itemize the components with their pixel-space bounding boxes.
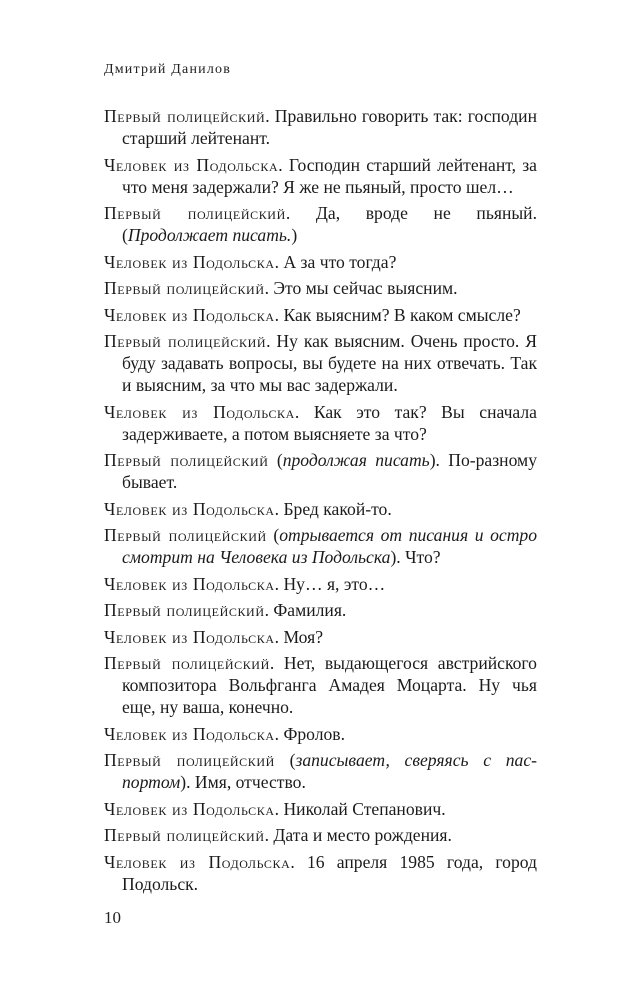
dialogue-line — [104, 626, 537, 648]
speech-text: ). Имя, отчество. — [180, 772, 306, 792]
speech-text: . Господин старший лейтенант, за что меня задержали? Я же не пьяный, просто шел… — [122, 154, 537, 197]
dialogue-line — [104, 652, 537, 718]
speaker-name: Человек из Подольска — [104, 251, 275, 272]
dialogue-line — [104, 277, 537, 299]
speech-text: . Моя? — [274, 626, 324, 647]
speaker-name: Человек из Подольска — [104, 723, 275, 744]
speech-text: ) — [291, 225, 298, 245]
speaker-name: Первый полицейский — [104, 525, 267, 545]
dialogue-text — [104, 105, 537, 899]
dialogue-line — [104, 599, 537, 621]
dialogue-line — [104, 498, 537, 520]
speaker-name: Человек из Подольска — [104, 401, 295, 422]
stage-direction: продолжая писать — [282, 450, 430, 470]
dialogue-line — [104, 304, 537, 326]
speech-text: . Правильно говорить так: господин старший лейтенант. — [122, 106, 538, 148]
speaker-name: Первый полицейский — [104, 450, 269, 470]
dialogue-line — [104, 573, 537, 595]
dialogue-line — [104, 330, 537, 396]
running-head: Дмитрий Данилов — [104, 62, 232, 77]
stage-direction: отрывается от писания и остро смотрит на Человека из Подольска — [122, 525, 538, 567]
speech-text: ( — [266, 525, 280, 545]
speech-text: . Фролов. — [274, 723, 345, 744]
speaker-name: Человек из Подольска — [104, 851, 291, 872]
dialogue-line — [104, 798, 537, 820]
speech-text: . Ну… я, это… — [274, 573, 386, 594]
stage-direction: записывает, сверяясь с паспортом — [122, 750, 538, 792]
speaker-name: Человек из Подольска — [104, 154, 279, 175]
dialogue-line — [104, 251, 537, 273]
speech-text: . Бред какой-то. — [274, 498, 392, 519]
dialogue-line — [104, 723, 537, 745]
speaker-name: Первый полицейский — [104, 331, 267, 351]
speech-text: . Нет, выдающегося австрийского композитора Вольфганга Амадея Моцарта. Ну чья еще, ну ваша, конечно. — [122, 653, 537, 717]
speaker-name: Человек из Подольска — [104, 798, 275, 819]
dialogue-line — [104, 824, 537, 846]
dialogue-line — [104, 851, 537, 895]
speaker-name: Первый полицейский — [104, 653, 270, 673]
speech-text: . Да, вроде не пьяный. ( — [122, 203, 537, 245]
speaker-name: Первый полицейский — [104, 278, 265, 298]
speech-text: . Фамилия. — [264, 600, 347, 620]
speech-text: . Как выясним? В каком смысле? — [274, 304, 521, 325]
dialogue-line — [104, 524, 537, 568]
speaker-name: Человек из Подольска — [104, 573, 275, 594]
page-number: 10 — [104, 908, 121, 927]
speaker-name: Первый полицейский — [104, 600, 265, 620]
speaker-name: Человек из Подольска — [104, 304, 275, 325]
speech-text: . Ну как выясним. Очень просто. Я буду задавать вопросы, вы будете на них отвечать. Так и выясним, за что мы вас задержали. — [122, 331, 537, 395]
stage-direction: Продолжает писать. — [127, 225, 292, 245]
speech-text: . Николай Степанович. — [274, 798, 446, 819]
dialogue-line — [104, 105, 537, 149]
speech-text: . 16 апреля 1985 года, город Подольск. — [122, 851, 538, 894]
speech-text: . А за что тогда? — [274, 251, 397, 272]
speech-text: . Это мы сейчас выясним. — [264, 278, 458, 298]
speaker-name: Человек из Подольска — [104, 498, 275, 519]
speaker-name: Первый полицейский — [104, 106, 266, 126]
dialogue-line — [104, 202, 537, 246]
speech-text: ). Что? — [390, 547, 441, 567]
speech-text: . Дата и место рождения. — [264, 825, 452, 845]
speaker-name: Первый полицейский — [104, 825, 265, 845]
speaker-name: Первый полицейский — [104, 203, 286, 223]
speech-text: ). По-​разному бывает. — [122, 450, 537, 492]
speech-text: ( — [268, 450, 283, 470]
dialogue-line — [104, 401, 537, 445]
speech-text: . Как это так? Вы сначала задерживаете, а потом выясняете за что? — [122, 401, 537, 444]
dialogue-line — [104, 154, 537, 198]
dialogue-line — [104, 749, 537, 793]
speaker-name: Первый полицейский — [104, 750, 275, 770]
speaker-name: Человек из Подольска — [104, 626, 275, 647]
speech-text: ( — [274, 750, 296, 770]
dialogue-line — [104, 449, 537, 493]
